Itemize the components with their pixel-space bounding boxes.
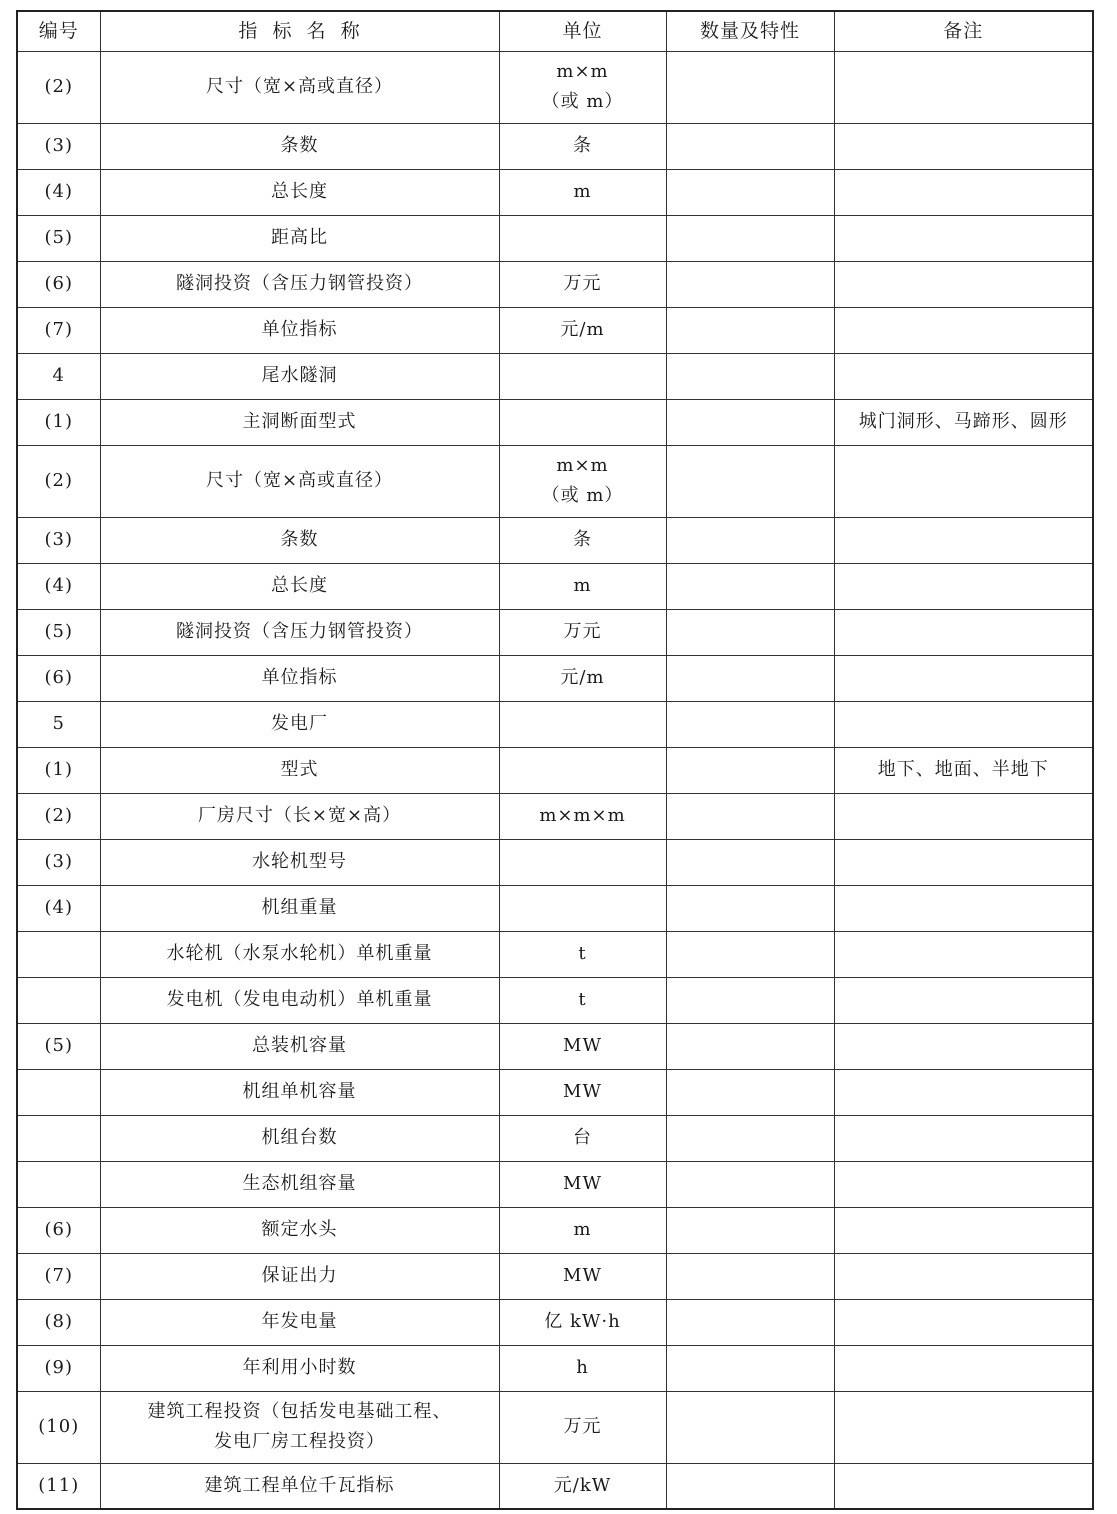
- cell-qty: [666, 885, 834, 931]
- cell-no: (2): [17, 51, 100, 123]
- cell-qty: [666, 1207, 834, 1253]
- cell-unit: [499, 747, 666, 793]
- cell-qty: [666, 169, 834, 215]
- cell-unit: h: [499, 1345, 666, 1391]
- header-name: 指 标 名 称: [100, 11, 499, 51]
- cell-qty: [666, 1345, 834, 1391]
- unit-line-2: （或 m）: [541, 485, 624, 506]
- cell-qty: [666, 307, 834, 353]
- indicator-table: [16, 10, 1094, 1510]
- table-row: [17, 399, 1093, 445]
- cell-qty: [666, 1161, 834, 1207]
- cell-note: [834, 307, 1093, 353]
- cell-unit: 元/m: [499, 655, 666, 701]
- cell-note: [834, 793, 1093, 839]
- table-row: [17, 793, 1093, 839]
- cell-name: 年发电量: [100, 1299, 499, 1345]
- table-row: [17, 609, 1093, 655]
- cell-note: [834, 1345, 1093, 1391]
- cell-no: (3): [17, 839, 100, 885]
- table-row: [17, 1069, 1093, 1115]
- cell-name: 机组重量: [100, 885, 499, 931]
- table-row: [17, 1345, 1093, 1391]
- table-row: [17, 51, 1093, 123]
- cell-no: [17, 931, 100, 977]
- cell-name: 厂房尺寸（长×宽×高）: [100, 793, 499, 839]
- table-row: [17, 353, 1093, 399]
- cell-unit: t: [499, 931, 666, 977]
- cell-unit: m: [499, 169, 666, 215]
- table-row: [17, 1207, 1093, 1253]
- cell-note: [834, 1299, 1093, 1345]
- cell-name: 总装机容量: [100, 1023, 499, 1069]
- cell-qty: [666, 399, 834, 445]
- cell-note: [834, 977, 1093, 1023]
- cell-unit: [499, 885, 666, 931]
- cell-name: [100, 1391, 499, 1463]
- cell-name: 条数: [100, 517, 499, 563]
- cell-no: (3): [17, 517, 100, 563]
- header-qty: 数量及特性: [666, 11, 834, 51]
- cell-note: [834, 353, 1093, 399]
- table-row: [17, 215, 1093, 261]
- cell-qty: [666, 1463, 834, 1509]
- cell-qty: [666, 839, 834, 885]
- cell-unit: m: [499, 1207, 666, 1253]
- cell-note: [834, 931, 1093, 977]
- table-row: [17, 1115, 1093, 1161]
- table-row: [17, 307, 1093, 353]
- cell-name: 发电厂: [100, 701, 499, 747]
- cell-name: 建筑工程单位千瓦指标: [100, 1463, 499, 1509]
- cell-no: (8): [17, 1299, 100, 1345]
- cell-qty: [666, 563, 834, 609]
- table-row: [17, 839, 1093, 885]
- cell-no: (4): [17, 169, 100, 215]
- cell-unit: MW: [499, 1023, 666, 1069]
- cell-note: [834, 123, 1093, 169]
- cell-qty: [666, 1253, 834, 1299]
- table-row: [17, 563, 1093, 609]
- cell-qty: [666, 261, 834, 307]
- table-row: [17, 445, 1093, 517]
- table-row: [17, 169, 1093, 215]
- cell-no: (11): [17, 1463, 100, 1509]
- cell-unit: m: [499, 563, 666, 609]
- cell-unit: MW: [499, 1161, 666, 1207]
- cell-unit: [499, 445, 666, 517]
- cell-no: (5): [17, 609, 100, 655]
- name-line-2: 发电厂房工程投资）: [214, 1431, 385, 1452]
- cell-note: [834, 1115, 1093, 1161]
- table-row: [17, 1463, 1093, 1509]
- cell-unit: MW: [499, 1069, 666, 1115]
- cell-no: 4: [17, 353, 100, 399]
- table-row: [17, 123, 1093, 169]
- table-row: [17, 747, 1093, 793]
- document-page: [16, 10, 1092, 1504]
- table-row: [17, 1299, 1093, 1345]
- header-note: 备注: [834, 11, 1093, 51]
- cell-unit: 条: [499, 123, 666, 169]
- cell-name: 单位指标: [100, 655, 499, 701]
- cell-unit: [499, 399, 666, 445]
- cell-no: (7): [17, 1253, 100, 1299]
- table-row: [17, 1023, 1093, 1069]
- cell-unit: m×m×m: [499, 793, 666, 839]
- cell-note: [834, 1253, 1093, 1299]
- cell-note: [834, 215, 1093, 261]
- table-row: [17, 931, 1093, 977]
- table-row: [17, 885, 1093, 931]
- cell-qty: [666, 517, 834, 563]
- cell-no: (1): [17, 399, 100, 445]
- cell-note: [834, 1161, 1093, 1207]
- cell-unit: [499, 215, 666, 261]
- cell-unit: [499, 839, 666, 885]
- table-row: [17, 517, 1093, 563]
- cell-qty: [666, 1023, 834, 1069]
- cell-unit: 元/m: [499, 307, 666, 353]
- cell-name: 保证出力: [100, 1253, 499, 1299]
- cell-name: 机组台数: [100, 1115, 499, 1161]
- cell-name: 生态机组容量: [100, 1161, 499, 1207]
- cell-unit: t: [499, 977, 666, 1023]
- cell-unit: 条: [499, 517, 666, 563]
- cell-name: 年利用小时数: [100, 1345, 499, 1391]
- cell-unit: [499, 51, 666, 123]
- cell-name: 发电机（发电电动机）单机重量: [100, 977, 499, 1023]
- cell-no: (6): [17, 261, 100, 307]
- header-no: 编号: [17, 11, 100, 51]
- cell-no: (2): [17, 445, 100, 517]
- cell-unit: 万元: [499, 609, 666, 655]
- table-row: [17, 1253, 1093, 1299]
- cell-note: [834, 51, 1093, 123]
- table-row: [17, 1161, 1093, 1207]
- cell-no: (4): [17, 563, 100, 609]
- cell-qty: [666, 1115, 834, 1161]
- cell-no: (9): [17, 1345, 100, 1391]
- unit-line-2: （或 m）: [541, 91, 624, 112]
- cell-unit: MW: [499, 1253, 666, 1299]
- cell-no: (1): [17, 747, 100, 793]
- cell-no: (5): [17, 1023, 100, 1069]
- cell-unit: 亿 kW·h: [499, 1299, 666, 1345]
- table-row: [17, 701, 1093, 747]
- cell-no: (3): [17, 123, 100, 169]
- cell-note: [834, 701, 1093, 747]
- cell-unit: [499, 701, 666, 747]
- table-row: [17, 1391, 1093, 1463]
- cell-note: [834, 1391, 1093, 1463]
- cell-name: 型式: [100, 747, 499, 793]
- cell-no: [17, 977, 100, 1023]
- cell-no: [17, 1161, 100, 1207]
- cell-qty: [666, 609, 834, 655]
- table-row: [17, 261, 1093, 307]
- cell-qty: [666, 977, 834, 1023]
- cell-name: 尾水隧洞: [100, 353, 499, 399]
- cell-note: [834, 885, 1093, 931]
- cell-name: 水轮机型号: [100, 839, 499, 885]
- cell-qty: [666, 793, 834, 839]
- table-row: [17, 977, 1093, 1023]
- table-header-row: [17, 11, 1093, 51]
- cell-qty: [666, 353, 834, 399]
- cell-name: 主洞断面型式: [100, 399, 499, 445]
- cell-unit: 元/kW: [499, 1463, 666, 1509]
- cell-note: [834, 445, 1093, 517]
- cell-no: (6): [17, 1207, 100, 1253]
- cell-no: [17, 1069, 100, 1115]
- header-unit: 单位: [499, 11, 666, 51]
- table-row: [17, 655, 1093, 701]
- unit-line-1: m×m: [556, 455, 609, 476]
- cell-no: (2): [17, 793, 100, 839]
- cell-unit: 台: [499, 1115, 666, 1161]
- cell-unit: 万元: [499, 261, 666, 307]
- cell-name: 机组单机容量: [100, 1069, 499, 1115]
- cell-note: [834, 517, 1093, 563]
- cell-unit: [499, 353, 666, 399]
- cell-note: [834, 609, 1093, 655]
- cell-note: [834, 261, 1093, 307]
- cell-name: 隧洞投资（含压力钢管投资）: [100, 261, 499, 307]
- cell-no: (4): [17, 885, 100, 931]
- cell-name: 总长度: [100, 563, 499, 609]
- cell-qty: [666, 1069, 834, 1115]
- cell-name: 额定水头: [100, 1207, 499, 1253]
- cell-note: [834, 1023, 1093, 1069]
- cell-name: 隧洞投资（含压力钢管投资）: [100, 609, 499, 655]
- name-line-1: 建筑工程投资（包括发电基础工程、: [147, 1401, 452, 1422]
- cell-note: 地下、地面、半地下: [834, 747, 1093, 793]
- cell-no: (10): [17, 1391, 100, 1463]
- cell-qty: [666, 1299, 834, 1345]
- cell-name: 总长度: [100, 169, 499, 215]
- cell-qty: [666, 445, 834, 517]
- cell-qty: [666, 931, 834, 977]
- cell-qty: [666, 51, 834, 123]
- cell-qty: [666, 215, 834, 261]
- cell-qty: [666, 1391, 834, 1463]
- cell-no: 5: [17, 701, 100, 747]
- cell-qty: [666, 655, 834, 701]
- cell-note: 城门洞形、马蹄形、圆形: [834, 399, 1093, 445]
- cell-qty: [666, 747, 834, 793]
- cell-qty: [666, 701, 834, 747]
- cell-unit: 万元: [499, 1391, 666, 1463]
- cell-qty: [666, 123, 834, 169]
- cell-note: [834, 655, 1093, 701]
- cell-note: [834, 563, 1093, 609]
- cell-note: [834, 1207, 1093, 1253]
- cell-name: 条数: [100, 123, 499, 169]
- unit-line-1: m×m: [556, 61, 609, 82]
- cell-note: [834, 1463, 1093, 1509]
- cell-name: 单位指标: [100, 307, 499, 353]
- cell-no: (6): [17, 655, 100, 701]
- cell-name: 距高比: [100, 215, 499, 261]
- cell-name: 尺寸（宽×高或直径）: [100, 445, 499, 517]
- cell-name: 水轮机（水泵水轮机）单机重量: [100, 931, 499, 977]
- cell-no: [17, 1115, 100, 1161]
- cell-note: [834, 839, 1093, 885]
- cell-note: [834, 1069, 1093, 1115]
- cell-name: 尺寸（宽×高或直径）: [100, 51, 499, 123]
- cell-note: [834, 169, 1093, 215]
- cell-no: (5): [17, 215, 100, 261]
- cell-no: (7): [17, 307, 100, 353]
